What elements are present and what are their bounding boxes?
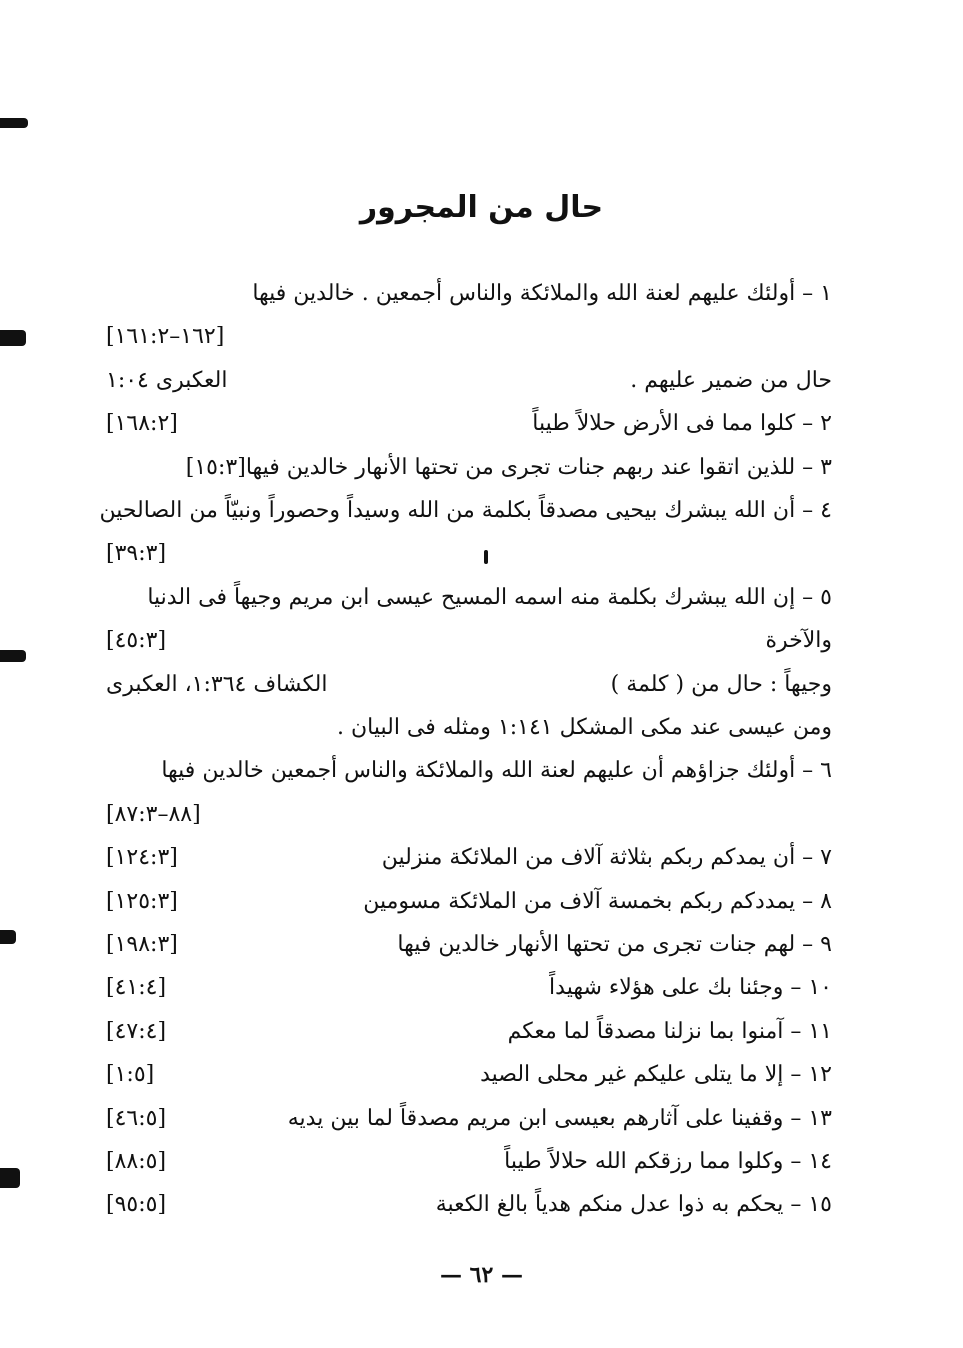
- section-title: حال من المجرور: [359, 190, 604, 225]
- line-text: وجيهاً : حال من ( كلمة ): [610, 672, 832, 697]
- verse-reference: [١:٥]: [106, 1062, 155, 1087]
- text-line: [106, 623, 832, 659]
- line-text: ١٢ – إلا ما يتلى عليكم غير محلى الصيد: [480, 1062, 832, 1087]
- text-line: [106, 536, 832, 572]
- verse-reference: [٤٧:٤]: [106, 1019, 167, 1044]
- text-line: [106, 840, 832, 876]
- text-line: [106, 406, 832, 442]
- verse-reference: [١٢٥:٣]: [106, 889, 178, 914]
- text-line: [106, 450, 832, 486]
- line-text: ٩ – لهم جنات تجرى من تحتها الأنهار خالدين فيها: [397, 932, 832, 957]
- line-text: ١١ – آمنوا بما نزلنا مصدقاً لما معكم: [507, 1019, 832, 1044]
- line-text: ومن عيسى عند مكى المشكل ١:١٤١ ومثله فى البيان .: [337, 715, 832, 740]
- text-line: [106, 1014, 832, 1050]
- verse-reference: [٩٥:٥]: [106, 1192, 167, 1217]
- verse-reference: [٣٩:٣]: [106, 541, 167, 566]
- verse-reference: [١٢٤:٣]: [106, 845, 178, 870]
- verse-reference: [٤٥:٣]: [106, 628, 167, 653]
- text-line: [106, 1101, 832, 1137]
- text-line: [106, 970, 832, 1006]
- text-line: [106, 319, 832, 355]
- verse-reference: [١٦٨:٢]: [106, 411, 178, 436]
- scan-speck: [484, 550, 488, 564]
- text-line: [106, 1187, 832, 1223]
- source-citation: الكشاف ١:٣٦٤، العكبرى: [106, 672, 328, 697]
- line-text: ٧ – أن يمدكم ربكم بثلاثة آلاف من الملائكة منزلين: [381, 845, 832, 870]
- verse-reference: [٤١:٤]: [106, 975, 167, 1000]
- text-line: [106, 927, 832, 963]
- scan-edge-mark: [0, 650, 26, 662]
- text-line: [106, 1057, 832, 1093]
- scan-edge-mark: [0, 1168, 20, 1188]
- line-text: ١ – أولئك عليهم لعنة الله والملائكة والناس أجمعين . خالدين فيها: [252, 281, 832, 306]
- text-line: [106, 884, 832, 920]
- line-text: والآخرة: [765, 628, 832, 653]
- verse-reference: [٨٨:٥]: [106, 1149, 167, 1174]
- scan-edge-mark: [0, 930, 16, 944]
- scan-edge-mark: [0, 330, 26, 346]
- line-text: حال من ضمير عليهم .: [630, 368, 832, 393]
- verse-reference: [١٩٨:٣]: [106, 932, 178, 957]
- line-text: ٢ – كلوا مما فى الأرض حلالاً طيباً: [532, 411, 832, 436]
- text-line: [106, 1144, 832, 1180]
- text-line: [106, 667, 832, 703]
- line-text: ٣ – للذين اتقوا عند ربهم جنات تجرى من تحتها الأنهار خالدين فيها[١٥:٣]: [185, 455, 832, 480]
- text-line: [99, 493, 832, 529]
- text-line: [106, 710, 832, 746]
- text-line: [106, 276, 832, 312]
- line-text: ١٠ – وجئنا بك على هؤلاء شهيداً: [549, 975, 832, 1000]
- text-line: [106, 753, 832, 789]
- line-text: ١٥ – يحكم به ذوا عدل منكم هدياً بالغ الكعبة: [435, 1192, 832, 1217]
- line-text: ١٣ – وقفينا على آثارهم بعيسى ابن مريم مصدقاً لما بين يديه: [287, 1106, 832, 1131]
- verse-reference: [٨٨–٨٧:٣]: [106, 802, 201, 827]
- line-text: ٦ – أولئك جزاؤهم أن عليهم لعنة الله والملائكة والناس أجمعين خالدين فيها: [161, 758, 832, 783]
- line-text: ٥ – إن الله يبشرك بكلمة منه اسمه المسيح عيسى ابن مريم وجيهاً فى الدنيا: [147, 585, 832, 610]
- text-line: [106, 580, 832, 616]
- scan-edge-mark: [0, 118, 28, 128]
- line-text: ٨ – يمددكم ربكم بخمسة آلاف من الملائكة مسومين: [363, 889, 832, 914]
- text-line: [106, 797, 832, 833]
- page-number: — ٦٢ —: [440, 1262, 523, 1288]
- line-text: ٤ – أن الله يبشرك بيحيى مصدقاً بكلمة من الله وسيداً وحصوراً ونبيّاً من الصالحين: [99, 498, 832, 523]
- line-text: ١٤ – وكلوا مما رزقكم الله حلالاً طيباً: [504, 1149, 832, 1174]
- text-line: [106, 363, 832, 399]
- source-citation: العكبرى ١:٠٤: [106, 368, 228, 393]
- verse-reference: [٤٦:٥]: [106, 1106, 167, 1131]
- verse-reference: [١٦٢–١٦١:٢]: [106, 324, 225, 349]
